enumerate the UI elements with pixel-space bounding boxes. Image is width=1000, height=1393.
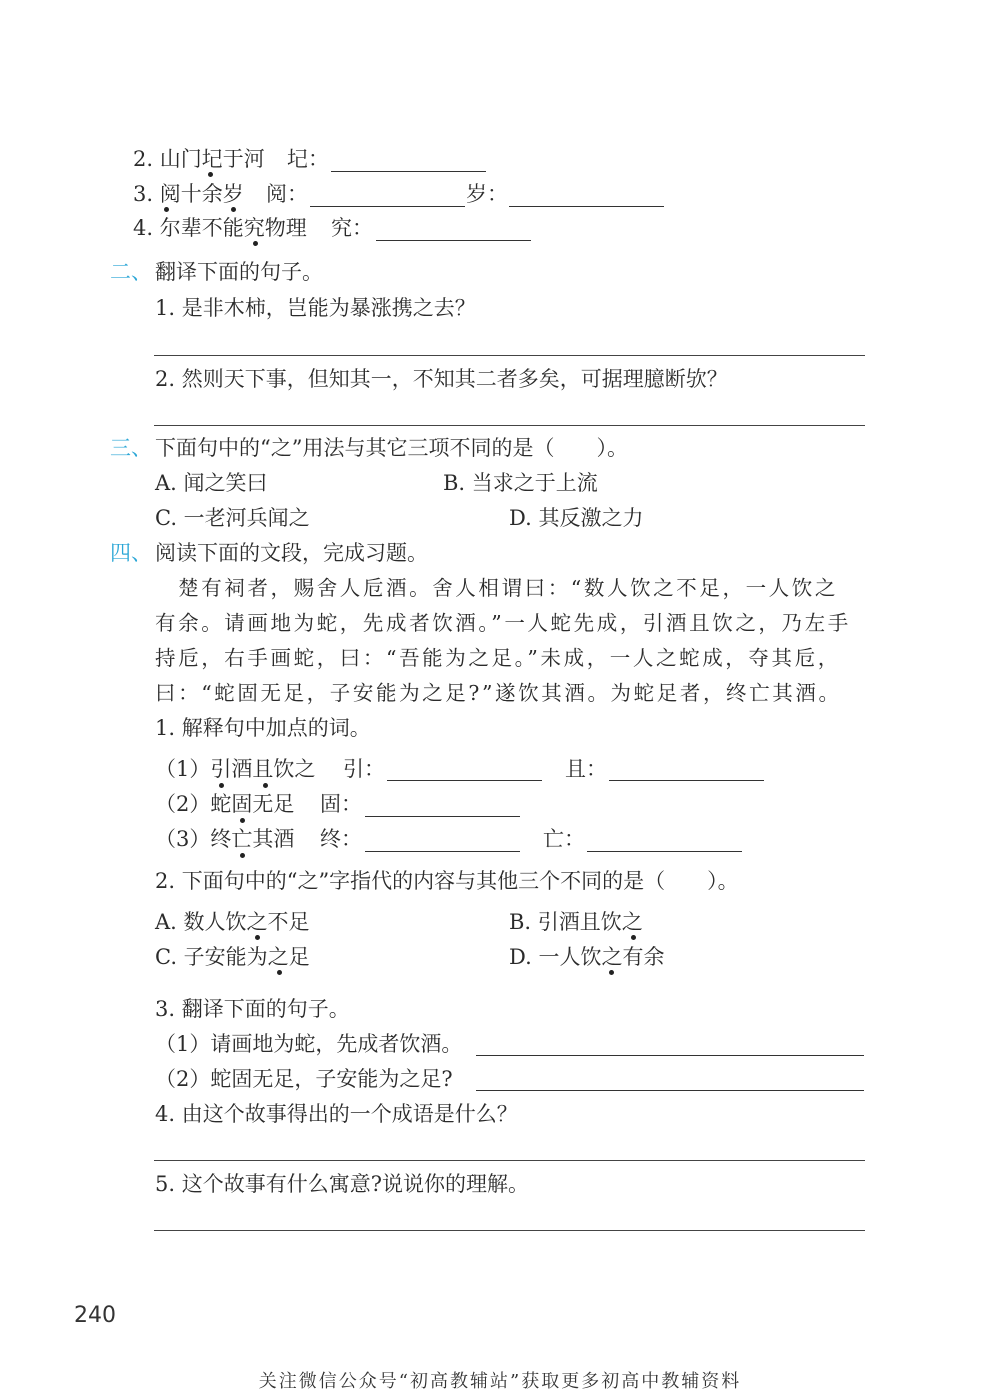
passage-line: 曰：“蛇固无足，子安能为之足?”遂饮其酒。为蛇足者，终亡其酒。 xyxy=(155,681,842,705)
q1-item-3-label-2: 亡： xyxy=(543,827,585,851)
section-3-option-a[interactable]: A. 闻之笑曰 xyxy=(155,471,268,495)
emphasis-dot xyxy=(164,207,169,212)
section-4-q2-title: 2. 下面句中的“之”字指代的内容与其他三个不同的是（ ）。 xyxy=(155,869,739,893)
item-3-answer-blank-1[interactable] xyxy=(310,206,465,207)
emphasis-dot xyxy=(277,970,282,975)
item-3-label-2: 岁： xyxy=(466,182,508,206)
section-4-q5: 5. 这个故事有什么寓意?说说你的理解。 xyxy=(155,1172,529,1196)
q1-item-1-text: （1）引酒且饮之 xyxy=(155,757,316,781)
emphasis-dot xyxy=(609,970,614,975)
section-2-q2: 2. 然则天下事，但知其一，不知其二者多矣，可据理臆断欤？ xyxy=(155,367,728,391)
passage-line: 有余。请画地为蛇，先成者饮酒。”一人蛇先成，引酒且饮之，乃左手 xyxy=(155,611,851,635)
q1-item-1-blank-1[interactable] xyxy=(387,780,542,781)
item-2-text: 2. 山门圮于河 xyxy=(133,147,265,171)
q1-item-1-label-1: 引： xyxy=(343,757,385,781)
item-3-text: 3. 阅十余岁 xyxy=(133,182,244,206)
footer-note: 关注微信公众号“初高教辅站”获取更多初高中教辅资料 xyxy=(258,1371,742,1392)
q2-option-d[interactable]: D. 一人饮之有余 xyxy=(509,945,665,969)
q1-item-3-label-1: 终： xyxy=(320,827,362,851)
section-3-option-c[interactable]: C. 一老河兵闻之 xyxy=(155,506,310,530)
section-4-q3-title: 3. 翻译下面的句子。 xyxy=(155,997,350,1021)
emphasis-dot xyxy=(231,207,236,212)
page-number: 240 xyxy=(74,1303,116,1328)
q1-item-1-label-2: 且： xyxy=(565,757,607,781)
emphasis-dot xyxy=(263,783,268,788)
q1-item-3-blank-2[interactable] xyxy=(587,851,742,852)
emphasis-dot xyxy=(253,241,258,246)
q1-item-2-text: （2）蛇固无足 xyxy=(155,792,295,816)
q2-option-c[interactable]: C. 子安能为之足 xyxy=(155,945,310,969)
emphasis-dot xyxy=(631,935,636,940)
answer-line[interactable] xyxy=(154,355,865,356)
item-4-text: 4. 尔辈不能究物理 xyxy=(133,216,307,240)
section-4-q4: 4. 由这个故事得出的一个成语是什么？ xyxy=(155,1102,518,1126)
q3-item-2: （2）蛇固无足，子安能为之足? xyxy=(155,1067,453,1091)
q1-item-1-blank-2[interactable] xyxy=(609,780,764,781)
item-3-answer-blank-2[interactable] xyxy=(509,206,664,207)
item-3-label-1: 阅： xyxy=(266,182,308,206)
item-2-label: 圮： xyxy=(287,147,329,171)
answer-line[interactable] xyxy=(154,425,865,426)
emphasis-dot xyxy=(255,935,260,940)
q1-item-3-text: （3）终亡其酒 xyxy=(155,827,295,851)
emphasis-dot xyxy=(240,818,245,823)
q3-item-2-blank[interactable] xyxy=(476,1090,864,1091)
passage-line: 持卮，右手画蛇，曰：“吾能为之足。”未成，一人之蛇成，夺其卮， xyxy=(155,646,841,670)
section-3-option-b[interactable]: B. 当求之于上流 xyxy=(443,471,598,495)
section-4-q1-title: 1. 解释句中加点的词。 xyxy=(155,716,371,740)
q2-option-a[interactable]: A. 数人饮之不足 xyxy=(155,910,310,934)
section-2-title: 翻译下面的句子。 xyxy=(155,260,323,284)
passage-line: 楚有祠者，赐舍人卮酒。舍人相谓曰：“数人饮之不足，一人饮之 xyxy=(155,576,838,600)
item-4-answer-blank[interactable] xyxy=(376,240,531,241)
item-4-label: 究： xyxy=(331,216,373,240)
section-4-marker: 四、 xyxy=(110,541,152,565)
q3-item-1-blank[interactable] xyxy=(476,1055,864,1056)
emphasis-dot xyxy=(240,853,245,858)
section-2-marker: 二、 xyxy=(110,260,152,284)
item-2-answer-blank[interactable] xyxy=(331,171,486,172)
section-4-title: 阅读下面的文段，完成习题。 xyxy=(155,541,428,565)
section-3-marker: 三、 xyxy=(110,436,152,460)
q1-item-2-blank[interactable] xyxy=(365,816,520,817)
answer-line[interactable] xyxy=(154,1230,865,1231)
q1-item-2-label-1: 固： xyxy=(320,792,362,816)
answer-line[interactable] xyxy=(154,1160,865,1161)
q3-item-1: （1）请画地为蛇，先成者饮酒。 xyxy=(155,1032,463,1056)
q1-item-3-blank-1[interactable] xyxy=(365,851,520,852)
emphasis-dot xyxy=(208,172,213,177)
section-2-q1: 1. 是非木柿，岂能为暴涨携之去？ xyxy=(155,296,476,320)
section-3-title: 下面句中的“之”用法与其它三项不同的是（ ）。 xyxy=(155,436,628,460)
section-3-option-d[interactable]: D. 其反激之力 xyxy=(509,506,644,530)
emphasis-dot xyxy=(219,783,224,788)
q2-option-b[interactable]: B. 引酒且饮之 xyxy=(509,910,643,934)
